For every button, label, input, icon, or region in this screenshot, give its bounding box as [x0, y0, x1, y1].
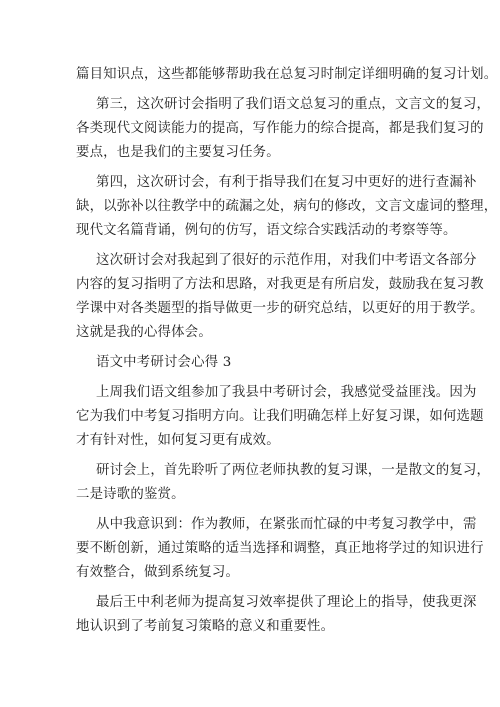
text-line: 篇目知识点，这些都能够帮助我在总复习时制定详细明确的复习计划。 — [76, 67, 498, 82]
text-line: 地认识到了考前复习策略的意义和重要性。 — [76, 619, 335, 634]
text-line: 从中我意识到：作为教师，在紧张而忙碌的中考复习教学中，需 — [96, 517, 477, 532]
text-line: 研讨会上，首先聆听了两位老师执教的复习课，一是散文的复习， — [96, 463, 491, 478]
text-line: 第四，这次研讨会，有利于指导我们在复习中更好的进行查漏补 — [96, 175, 477, 190]
text-line: 二是诗歌的鉴赏。 — [76, 487, 185, 502]
text-line: 内容的复习指明了方法和思路，对我更是有所启发，鼓励我在复习教 — [76, 277, 484, 292]
text-line: 现代文名篇背诵，例句的仿写，语文综合实践活动的考察等等。 — [76, 223, 457, 238]
text-line: 这次研讨会对我起到了很好的示范作用，对我们中考语文各部分 — [96, 253, 477, 268]
section-heading: 语文中考研讨会心得 3 — [96, 355, 232, 370]
text-line: 最后王中利老师为提高复习效率提供了理论上的指导，使我更深 — [96, 595, 477, 610]
text-line: 要点，也是我们的主要复习任务。 — [76, 145, 280, 160]
text-line: 上周我们语文组参加了我县中考研讨会，我感觉受益匪浅。因为 — [96, 385, 477, 400]
text-line: 才有针对性，如何复习更有成效。 — [76, 433, 280, 448]
text-line: 要不断创新，通过策略的适当选择和调整，真正地将学过的知识进行 — [76, 541, 484, 556]
text-line: 它为我们中考复习指明方向。让我们明确怎样上好复习课，如何选题 — [76, 409, 484, 424]
text-line: 缺，以弥补以往教学中的疏漏之处，病句的修改，文言文虚词的整理， — [76, 199, 498, 214]
text-line: 各类现代文阅读能力的提高，写作能力的综合提高，都是我们复习的 — [76, 121, 484, 136]
text-line: 学课中对各类题型的指导做更一步的研究总结，以更好的用于教学。 — [76, 301, 484, 316]
text-line: 有效整合，做到系统复习。 — [76, 565, 240, 580]
text-line: 第三，这次研讨会指明了我们语文总复习的重点，文言文的复习， — [96, 97, 491, 112]
text-line: 这就是我的心得体会。 — [76, 325, 212, 340]
